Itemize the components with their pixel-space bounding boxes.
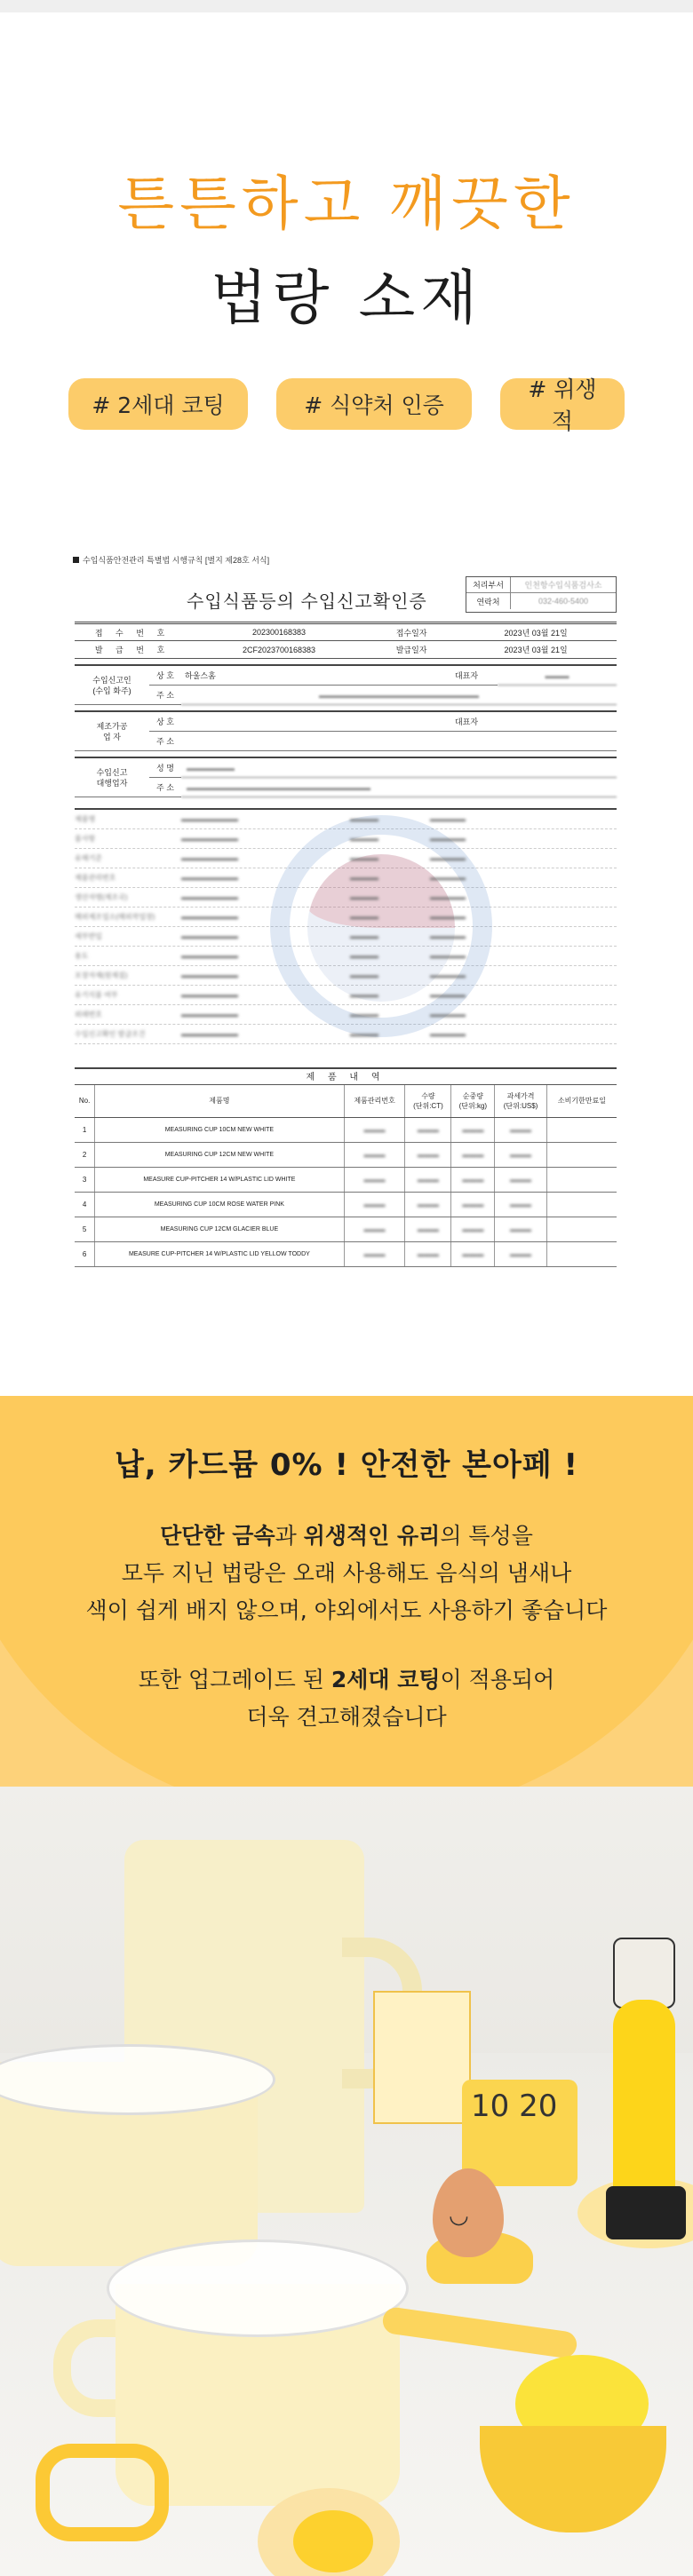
hero-section [0, 12, 693, 434]
detail-row-sub: ▬▬▬▬ [350, 835, 378, 843]
products-title: 제 품 내 역 [75, 1067, 617, 1085]
product-cell: ▬▬▬ [405, 1167, 451, 1192]
product-cell: ▬▬▬ [495, 1217, 546, 1241]
cookie-cutter [36, 2444, 169, 2541]
product-cell: ▬▬▬ [344, 1192, 405, 1217]
product-cell: ▬▬▬ [495, 1241, 546, 1266]
detail-row-value: ▬▬▬▬▬▬▬▬ [181, 815, 238, 823]
product-row [75, 1167, 617, 1192]
agent-addr-label: 주 소 [149, 778, 181, 797]
product-header: 수량 (단위:CT) [405, 1085, 451, 1117]
detail-row-value: ▬▬▬▬▬▬▬▬ [181, 1030, 238, 1038]
detail-row-sub-value: ▬▬▬▬▬ [430, 971, 466, 979]
issue-number-label: 발 급 번 호 [75, 641, 190, 659]
bullet-square-icon [73, 557, 79, 563]
product-no: 6 [75, 1241, 95, 1266]
promo-section [0, 1396, 693, 2576]
importer-rep-value: ▬▬▬ [498, 666, 617, 686]
importer-name-value: 하울스홈 [181, 666, 267, 686]
detail-row-value: ▬▬▬▬▬▬▬▬ [181, 1011, 238, 1019]
detail-row-sub-value: ▬▬▬▬▬ [430, 874, 466, 882]
detail-row-label: 품사항 [75, 835, 96, 843]
detail-row-label: 해외제조업소(해외작업장) [75, 913, 155, 921]
importer-block [75, 664, 617, 705]
receipt-number-value: 202300168383 [190, 623, 368, 641]
detail-row-label: 용도 [75, 952, 89, 960]
detail-row-sub-value: ▬▬▬▬▬ [430, 854, 466, 862]
tag-coating: # 2세대 코팅 [68, 378, 248, 430]
product-no: 5 [75, 1217, 95, 1241]
product-cell: ▬▬▬ [405, 1117, 451, 1142]
hero-title-main: 법랑 소재 [210, 264, 482, 332]
product-header: No. [75, 1085, 95, 1117]
product-cell [546, 1117, 617, 1142]
detail-row-value: ▬▬▬▬▬▬▬▬ [181, 971, 238, 979]
detail-row-value: ▬▬▬▬▬▬▬▬ [181, 952, 238, 960]
detail-row-value: ▬▬▬▬▬▬▬▬ [181, 932, 238, 940]
product-header: 순중량 (단위:kg) [451, 1085, 495, 1117]
tag-hygienic: # 위생적 [500, 378, 625, 430]
product-cell: ▬▬▬ [451, 1167, 495, 1192]
top-bar [0, 0, 693, 12]
corkscrew-base [606, 2186, 686, 2239]
product-cell: ▬▬▬ [344, 1217, 405, 1241]
processing-box [466, 576, 617, 613]
agent-addr-value: ▬▬▬▬▬▬▬▬▬▬▬▬▬▬▬▬▬▬▬▬▬▬▬ [181, 778, 617, 797]
manufacturer-addr-label: 주 소 [149, 732, 181, 751]
receipt-number-label: 접 수 번 호 [75, 623, 190, 641]
detail-row-sub-value: ▬▬▬▬▬ [430, 932, 466, 940]
detail-row-sub-value: ▬▬▬▬▬ [430, 1030, 466, 1038]
detail-row-sub-value: ▬▬▬▬▬ [430, 952, 466, 960]
timer-cube-numbers: 10 20 [471, 2089, 558, 2124]
product-cell: ▬▬▬ [405, 1217, 451, 1241]
product-cell: ▬▬▬ [495, 1167, 546, 1192]
manufacturer-rep-value [498, 712, 617, 732]
detail-row-value: ▬▬▬▬▬▬▬▬ [181, 874, 238, 882]
importer-addr-label: 주 소 [149, 686, 181, 705]
product-name: MEASURING CUP 12CM NEW WHITE [95, 1142, 344, 1167]
detail-row-sub-value: ▬▬▬▬▬ [430, 991, 466, 999]
promo-paragraph-1: 단단한 금속과 위생적인 유리의 특성을 모두 지닌 법랑은 오래 사용해도 음식의 냄새나 색이 쉽게 배지 않으며, 야외에서도 사용하기 좋습니다 [85, 1523, 608, 1623]
product-cell: ▬▬▬ [495, 1117, 546, 1142]
lid-front [107, 2239, 409, 2337]
importer-rep-label: 대표자 [435, 666, 498, 686]
product-name: MEASURE CUP-PITCHER 14 W/PLASTIC LID YELLOW TODDY [95, 1241, 344, 1266]
product-cell: ▬▬▬ [451, 1241, 495, 1266]
detail-row-label: 유해기준 [75, 854, 102, 862]
product-cell: ▬▬▬ [451, 1217, 495, 1241]
product-row [75, 1192, 617, 1217]
tag-list [0, 376, 693, 434]
detail-row-sub: ▬▬▬▬ [350, 1011, 378, 1019]
detail-row-label: 제품명 [75, 815, 96, 823]
agent-block [75, 757, 617, 797]
agent-role: 수입신고 대행업자 [75, 758, 149, 797]
manufacturer-addr-value [181, 732, 617, 751]
detail-row-sub: ▬▬▬▬ [350, 854, 378, 862]
product-cell: ▬▬▬ [495, 1192, 546, 1217]
detail-row-value: ▬▬▬▬▬▬▬▬ [181, 835, 238, 843]
product-no: 2 [75, 1142, 95, 1167]
product-cell: ▬▬▬ [405, 1142, 451, 1167]
detail-row-label: 수입신고확인 발급조건 [75, 1030, 146, 1038]
product-header: 제품명 [95, 1085, 344, 1117]
certificate-header [75, 576, 617, 613]
product-header: 과세가격 (단위:US$) [495, 1085, 546, 1117]
import-certificate [75, 554, 617, 1291]
detail-section [75, 808, 617, 1067]
receipt-date-value: 2023년 03월 21일 [455, 623, 617, 641]
product-no: 4 [75, 1192, 95, 1217]
detail-row-sub: ▬▬▬▬ [350, 991, 378, 999]
product-cell [546, 1167, 617, 1192]
product-row [75, 1142, 617, 1167]
detail-row-sub: ▬▬▬▬ [350, 913, 378, 921]
receipt-date-label: 접수일자 [368, 623, 455, 641]
importer-name-label: 상 호 [149, 666, 181, 686]
snack-box [373, 1991, 471, 2124]
importer-role: 수입신고인 (수입 화주) [75, 666, 149, 705]
law-note [73, 554, 617, 566]
promo-paragraph-2: 또한 업그레이드 된 2세대 코팅이 적용되어 더욱 견고해졌습니다 [138, 1667, 555, 1730]
agent-name-value: ▬▬▬▬▬▬ [181, 758, 617, 778]
detail-row-sub-value: ▬▬▬▬▬ [430, 893, 466, 901]
detail-row-sub-value: ▬▬▬▬▬ [430, 815, 466, 823]
detail-row-sub: ▬▬▬▬ [350, 952, 378, 960]
manufacturer-name-value [181, 712, 435, 732]
detail-row-sub-value: ▬▬▬▬▬ [430, 835, 466, 843]
product-cell [546, 1217, 617, 1241]
flower-center [293, 2510, 373, 2572]
detail-row-label: 제품관리번호 [75, 874, 116, 882]
detail-row-value: ▬▬▬▬▬▬▬▬ [181, 913, 238, 921]
product-cell: ▬▬▬ [344, 1241, 405, 1266]
office-label: 처리부서 [466, 577, 511, 592]
manufacturer-role: 제조가공 업 자 [75, 712, 149, 751]
product-name: MEASURING CUP 10CM NEW WHITE [95, 1117, 344, 1142]
product-cell: ▬▬▬ [405, 1192, 451, 1217]
detail-row-label: 외래번호 [75, 1011, 102, 1019]
importer-blank [267, 666, 435, 686]
product-cell [546, 1142, 617, 1167]
product-row [75, 1217, 617, 1241]
products-table [75, 1085, 617, 1267]
detail-row-value: ▬▬▬▬▬▬▬▬ [181, 893, 238, 901]
product-cell: ▬▬▬ [405, 1241, 451, 1266]
tag-mfds-cert: # 식약처 인증 [276, 378, 472, 430]
issue-date-value: 2023년 03월 21일 [455, 641, 617, 659]
product-cell: ▬▬▬ [344, 1167, 405, 1192]
manufacturer-block [75, 710, 617, 751]
detail-row-sub: ▬▬▬▬ [350, 815, 378, 823]
detail-row-label: 세부반입 [75, 932, 102, 940]
product-row [75, 1117, 617, 1142]
product-row [75, 1241, 617, 1266]
manufacturer-name-label: 상 호 [149, 712, 181, 732]
detail-row-value: ▬▬▬▬▬▬▬▬ [181, 854, 238, 862]
detail-row-label: 생산자명(제조국) [75, 893, 128, 901]
receipt-table [75, 622, 617, 659]
product-cell [546, 1192, 617, 1217]
product-header: 소비기한만료일 [546, 1085, 617, 1117]
detail-row-sub-value: ▬▬▬▬▬ [430, 913, 466, 921]
product-cell: ▬▬▬ [344, 1117, 405, 1142]
manufacturer-rep-label: 대표자 [435, 712, 498, 732]
egg-smile-icon: ◡ [449, 2202, 469, 2229]
detail-row-sub-value: ▬▬▬▬▬ [430, 1011, 466, 1019]
product-no: 1 [75, 1117, 95, 1142]
detail-row-value: ▬▬▬▬▬▬▬▬ [181, 991, 238, 999]
corkscrew-body [613, 2000, 675, 2204]
detail-row-sub: ▬▬▬▬ [350, 1030, 378, 1038]
contact-label: 연락처 [466, 593, 511, 609]
product-photo [0, 1787, 693, 2576]
detail-row-label: 포장자재(원재질) [75, 971, 128, 979]
product-name: MEASURE CUP-PITCHER 14 W/PLASTIC LID WHITE [95, 1167, 344, 1192]
product-cell: ▬▬▬ [451, 1192, 495, 1217]
issue-date-label: 발급일자 [368, 641, 455, 659]
detail-row-sub: ▬▬▬▬ [350, 893, 378, 901]
issue-number-value: 2CF2023700168383 [190, 641, 368, 659]
product-cell [546, 1241, 617, 1266]
agent-name-label: 성 명 [149, 758, 181, 778]
detail-row-sub: ▬▬▬▬ [350, 874, 378, 882]
importer-addr-value: ▬▬▬▬▬▬▬▬▬▬▬▬▬▬▬▬▬▬▬▬ [181, 686, 617, 705]
certificate-title: 수입식품등의 수입신고확인증 [187, 592, 427, 612]
detail-row-sub: ▬▬▬▬ [350, 971, 378, 979]
detail-row-sub: ▬▬▬▬ [350, 932, 378, 940]
law-note-text: 수입식품안전관리 특별법 시행규칙 [별지 제28호 서식] [83, 556, 270, 565]
product-cell: ▬▬▬ [344, 1142, 405, 1167]
promo-headline: 납, 카드뮴 0% ! 안전한 본아페 ! [114, 1447, 579, 1483]
corkscrew-head [613, 1938, 675, 2009]
hero-title-highlight: 튼튼하고 깨끗한 [117, 170, 576, 238]
product-cell: ▬▬▬ [495, 1142, 546, 1167]
product-no: 3 [75, 1167, 95, 1192]
detail-row-label: 유기식품 여부 [75, 991, 118, 999]
office-value: 인천항수입식품검사소 [524, 581, 602, 590]
product-name: MEASURING CUP 12CM GLACIER BLUE [95, 1217, 344, 1241]
product-cell: ▬▬▬ [451, 1117, 495, 1142]
contact-value: 032-460-5400 [538, 597, 589, 606]
product-header: 제품관리번호 [344, 1085, 405, 1117]
product-name: MEASURING CUP 10CM ROSE WATER PINK [95, 1192, 344, 1217]
product-cell: ▬▬▬ [451, 1142, 495, 1167]
